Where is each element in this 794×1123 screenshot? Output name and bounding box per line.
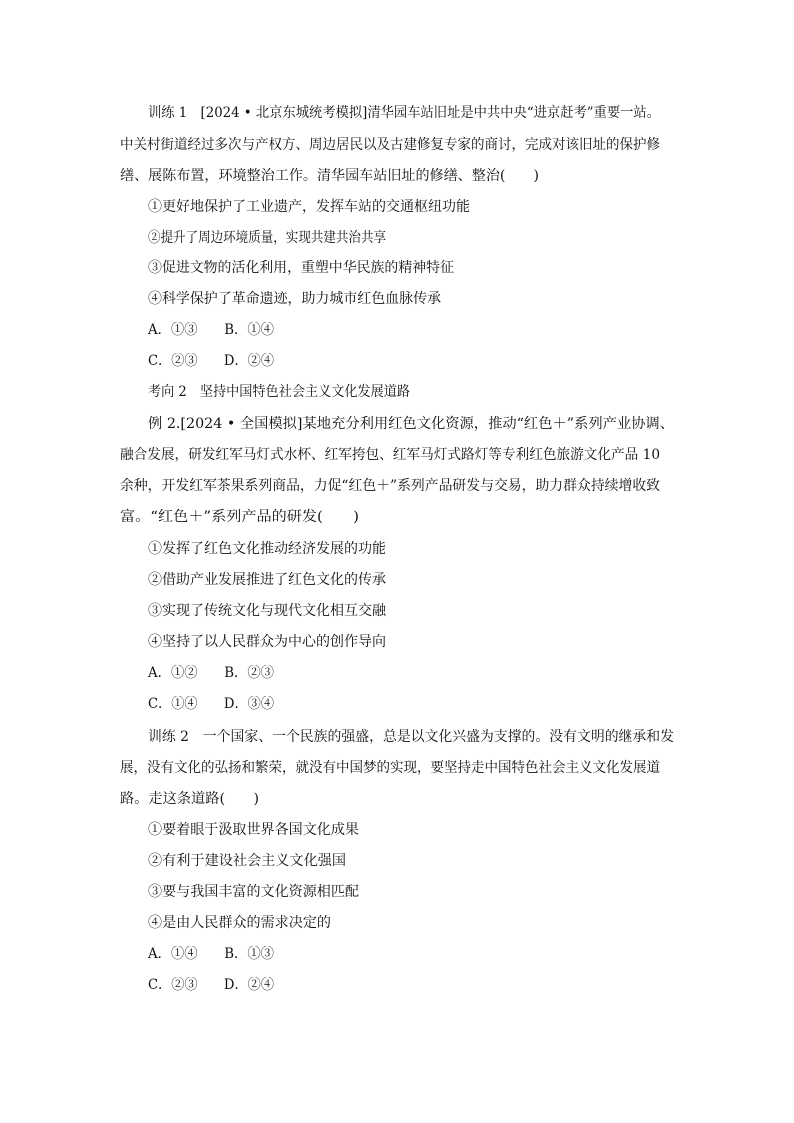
text-line (120, 788, 259, 810)
text-line (120, 165, 543, 187)
text-line (148, 974, 284, 996)
text-line-content: ②提升了周边环境质量，实现共建共治共享 (148, 230, 387, 246)
text-line-content: 融合发展，研发红军马灯式水杯、红军挎包、红军马灯式路灯等专利红色旅游文化产品 10 (120, 447, 661, 463)
text-line (148, 600, 389, 622)
text-line (148, 631, 389, 653)
text-line-content: ④坚持了以人民群众为中心的创作导向 (148, 634, 386, 650)
text-line-content: ①更好地保护了工业遗产，发挥车站的交通枢纽功能 (148, 199, 470, 215)
text-line-content: ③要与我国丰富的文化资源相匹配 (148, 884, 359, 900)
text-line (148, 693, 284, 715)
text-line-content: ③促进文物的活化利用，重塑中华民族的精神特征 (148, 260, 454, 276)
text-line (120, 444, 682, 466)
text-line (148, 350, 284, 372)
text-line-content: A．①② B．②③ (148, 665, 275, 681)
text-line-content: 余种，开发红军茶果系列商品，力促“红色＋”系列产品研发与交易，助力群众持续增收致 (120, 478, 661, 494)
text-line-content: C．②③ D．②④ (148, 353, 275, 369)
text-line (148, 257, 460, 279)
text-line-content: 例 2.[2024 • 全国模拟]某地充分利用红色文化资源，推动“红色＋”系列产业协调、 (148, 416, 674, 432)
text-line-content: 训练 1 [2024 • 北京东城统考模拟]清华园车站旧址是中共中央“进京赶考”重要一站。 (148, 105, 661, 121)
text-line (148, 227, 418, 249)
text-line-content: 展，没有文化的弘扬和繁荣，就没有中国梦的实现，要坚持走中国特色社会主义文化发展道 (120, 760, 660, 776)
text-line-content: ①发挥了红色文化推动经济发展的功能 (148, 541, 386, 557)
text-line (120, 134, 688, 156)
text-line-content: ②有利于建设社会主义文化强国 (148, 853, 347, 869)
text-line (148, 381, 431, 403)
text-line (148, 102, 695, 124)
text-line-content: A．①④ B．①③ (148, 946, 275, 962)
text-line (148, 196, 474, 218)
text-line-content: ④是由人民群众的需求决定的 (148, 915, 331, 931)
text-line-content: C．②③ D．②④ (148, 977, 275, 993)
text-line (148, 943, 282, 965)
text-line (148, 538, 389, 560)
text-line (148, 319, 282, 341)
text-line (148, 850, 347, 872)
text-line (120, 475, 674, 497)
text-line (148, 288, 446, 310)
text-line-content: C．①④ D．③④ (148, 696, 275, 712)
text-line-content: A．①③ B．①④ (148, 322, 275, 338)
text-line (120, 506, 360, 528)
text-line (148, 819, 361, 841)
text-line-content: ①要着眼于汲取世界各国文化成果 (148, 822, 359, 838)
text-line-content: 富。“红色＋”系列产品的研发( ) (120, 509, 360, 525)
text-line (148, 662, 282, 684)
text-line-content: 考向 2 坚持中国特色社会主义文化发展道路 (148, 384, 410, 400)
text-line-content: ④科学保护了革命遗迹，助力城市红色血脉传承 (148, 291, 442, 307)
text-line-content: 路。走这条道路( ) (120, 791, 260, 807)
text-line (148, 413, 674, 435)
text-line (148, 881, 361, 903)
text-line-content: ②借助产业发展推进了红色文化的传承 (148, 572, 386, 588)
text-line (148, 912, 332, 934)
text-line-content: 缮、展陈布置，环境整治工作。清华园车站旧址的修缮、整治( ) (120, 168, 540, 184)
text-line (148, 569, 389, 591)
text-line-content: 训练 2 一个国家、一个民族的强盛，总是以文化兴盛为支撑的。没有文明的继承和发 (148, 729, 674, 745)
text-line (148, 726, 686, 748)
text-line-content: 中关村街道经过多次与产权方、周边居民以及古建修复专家的商讨，完成对该旧址的保护修 (120, 137, 660, 153)
text-line (120, 757, 688, 779)
text-line-content: ③实现了传统文化与现代文化相互交融 (148, 603, 386, 619)
